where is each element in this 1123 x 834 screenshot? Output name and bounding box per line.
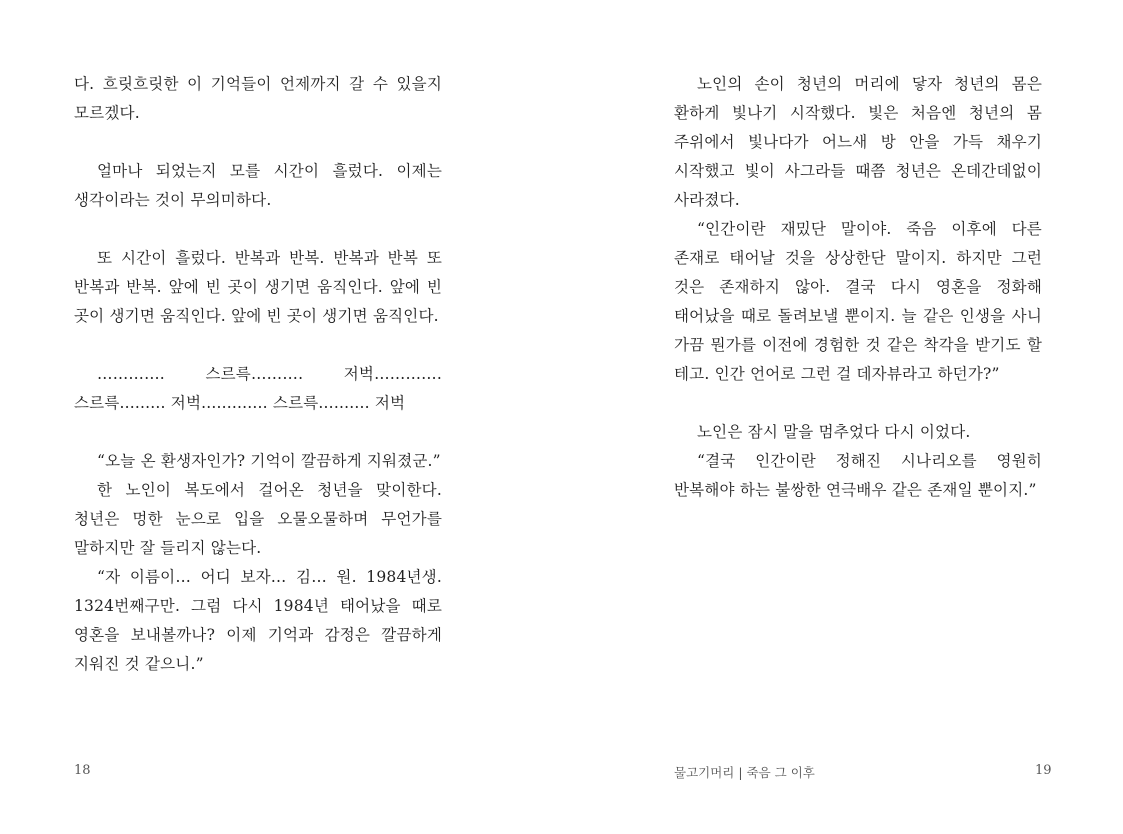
paragraph: “인간이란 재밌단 말이야. 죽음 이후에 다른 존재로 태어날 것을 상상한단 말이지. 하지만 그런 것은 존재하지 않아. 결국 다시 영혼을 정화해 태어났을 때로 돌려보낼 뿐이지. 늘 같은 인생을 사니 가끔 뭔가를 이전에 경험한 것 같은 착각을 받기도 할 테고. 인간 언어로 그런 걸 데자뷰라고 하던가?” — [674, 220, 1042, 383]
left-page-body — [74, 70, 442, 679]
paragraph: 노인의 손이 청년의 머리에 닿자 청년의 몸은 환하게 빛나기 시작했다. 빛은 처음엔 청년의 몸 주위에서 빛나다가 어느새 방 안을 가득 채우기 시작했고 빛이 사그라들 때쯤 청년은 온데간데없이 사라졌다. — [674, 75, 1042, 209]
right-page — [562, 0, 1123, 834]
right-page-number: 19 — [1035, 763, 1052, 778]
paragraph-gap — [74, 418, 442, 447]
paragraph-gap — [74, 128, 442, 157]
paragraph: …………. 스르륵………. 저벅…………. 스르륵......... 저벅............. 스르륵.......... 저벅 — [74, 365, 442, 412]
right-page-body — [674, 70, 1042, 505]
paragraph: 다. 흐릿흐릿한 이 기억들이 언제까지 갈 수 있을지 모르겠다. — [74, 75, 442, 122]
paragraph-gap — [74, 215, 442, 244]
paragraph: 한 노인이 복도에서 걸어온 청년을 맞이한다. 청년은 멍한 눈으로 입을 오물오물하며 무언가를 말하지만 잘 들리지 않는다. — [74, 481, 442, 557]
left-page — [0, 0, 561, 834]
paragraph: “자 이름이… 어디 보자… 김… 원. 1984년생. 1324번째구만. 그럼 다시 1984년 태어났을 때로 영혼을 보내볼까나? 이제 기억과 감정은 깔끔하게 지워진 것 같으니.” — [74, 568, 442, 673]
paragraph: 노인은 잠시 말을 멈추었다 다시 이었다. — [697, 423, 971, 441]
left-page-number: 18 — [74, 763, 91, 778]
paragraph-gap — [74, 331, 442, 360]
paragraph: “결국 인간이란 정해진 시나리오를 영원히 반복해야 하는 불쌍한 연극배우 같은 존재일 뿐이지.” — [674, 452, 1042, 499]
paragraph-gap — [674, 389, 1042, 418]
running-head: 물고기머리 | 죽음 그 이후 — [674, 765, 815, 780]
paragraph: 또 시간이 흘렀다. 반복과 반복. 반복과 반복 또 반복과 반복. 앞에 빈 곳이 생기면 움직인다. 앞에 빈 곳이 생기면 움직인다. 앞에 빈 곳이 생기면 움직인다. — [74, 249, 442, 325]
paragraph: 얼마나 되었는지 모를 시간이 흘렀다. 이제는 생각이라는 것이 무의미하다. — [74, 162, 442, 209]
paragraph: “오늘 온 환생자인가? 기억이 깔끔하게 지워졌군.” — [97, 452, 441, 470]
